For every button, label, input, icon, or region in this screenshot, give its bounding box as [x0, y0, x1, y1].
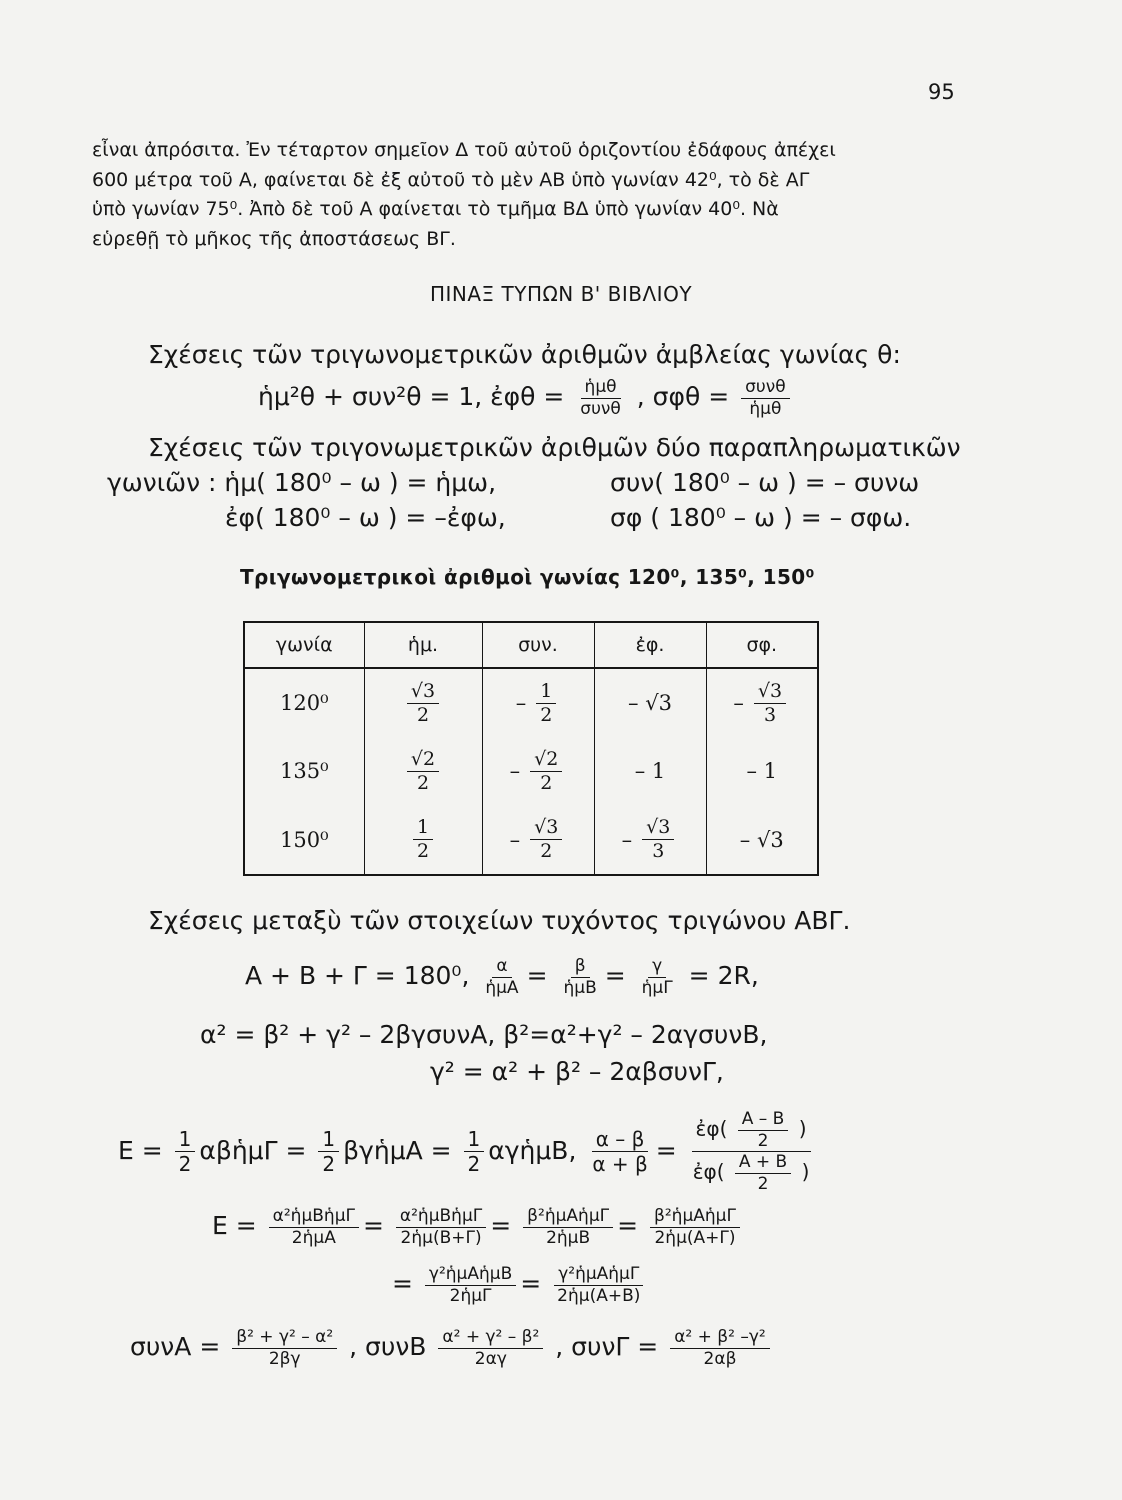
area-fraction — [650, 1207, 740, 1247]
ratio-den: ἡμΓ — [641, 977, 673, 998]
area-formula: Ε = $\frac{1}{2}$ αβἡμΓ = $\frac{1}{2}$ βγἡμΑ = $\frac{1}{2}$ αγἡμΒ, $\frac{\alpha - \beta}{\alpha + \beta}$ = ἐφ( $\frac{A - B}{2}$ ) ἐφ( $\frac{A + B}{2}$ ) — [118, 1110, 817, 1194]
half-den: 2 — [322, 1152, 336, 1177]
hd-num: Α – Β — [738, 1110, 789, 1131]
af-den: 2ἡμΒ — [546, 1227, 591, 1248]
sin-cell — [403, 673, 443, 733]
tan-half-sum: ἐφ( $\frac{A + B}{2}$ ) — [692, 1152, 810, 1195]
minus-sign: – — [509, 827, 521, 852]
sine-ratio — [481, 957, 522, 997]
intro-line: 600 μέτρα τοῦ Α, φαίνεται δὲ ἐξ αὐτοῦ τὸ μὲν ΑΒ ὑπὸ γωνίαν 42⁰, τὸ δὲ ΑΓ — [92, 168, 810, 191]
col-header: σφ. — [706, 622, 818, 668]
cos-label: συνΑ = — [130, 1332, 221, 1362]
tan-half-diff: ἐφ( $\frac{A - B}{2}$ ) — [692, 1110, 811, 1152]
sin-cell — [403, 741, 443, 801]
af-num: γ²ἡμΑἡμΓ — [554, 1265, 643, 1286]
ratio-num: β — [571, 957, 590, 978]
af-num: β²ἡμΑἡμΓ — [650, 1207, 740, 1228]
page-number: 95 — [928, 80, 955, 104]
af-den: 2ἡμΓ — [449, 1285, 492, 1306]
ratio-num: γ — [648, 957, 666, 978]
trig-table — [243, 621, 819, 876]
cot-cell: – 1 — [746, 759, 778, 784]
half-num: 1 — [175, 1128, 196, 1152]
two-r: = 2R, — [688, 961, 759, 991]
cot-lead: , σφθ = — [636, 382, 730, 412]
tan-num: ἡμθ — [581, 378, 621, 399]
supp-heading: Σχέσεις τῶν τριγονωμετρικῶν ἀριθμῶν δύο παραπληρωματικῶν — [148, 433, 961, 462]
cos-cell — [516, 673, 561, 733]
ef-label: ἐφ — [692, 1160, 717, 1185]
sin-den: 2 — [416, 703, 430, 726]
obtuse-formula — [258, 378, 794, 418]
cot-fraction — [741, 378, 790, 418]
sum-den: α + β — [592, 1152, 648, 1177]
cf-den: 2αγ — [474, 1348, 507, 1369]
half-sum — [735, 1153, 791, 1193]
intro-paragraph — [92, 136, 836, 254]
law-of-cosines-2: γ² = α² + β² – 2αβσυνΓ, — [430, 1057, 724, 1086]
area-fraction — [269, 1207, 359, 1247]
ratio-num: α — [492, 957, 511, 978]
table-title: Τριγωνομετρικοὶ ἀριθμοὶ γωνίας 120⁰, 135⁰, 150⁰ — [240, 565, 815, 589]
sin-num: √2 — [407, 749, 439, 772]
af-num: γ²ἡμΑἡμΒ — [425, 1265, 516, 1286]
cot-cell: – √3 — [739, 827, 784, 852]
af-num: α²ἡμΒἡμΓ — [396, 1207, 486, 1228]
hd-den: 2 — [757, 1130, 769, 1151]
E-label: Ε = — [118, 1135, 163, 1165]
section-title: ΠΙΝΑΞ ΤΥΠΩΝ Β' ΒΙΒΛΙΟΥ — [429, 282, 693, 306]
af-den: 2ἡμ(Α+Β) — [557, 1285, 641, 1306]
area-part: αβἡμΓ = — [199, 1135, 307, 1165]
af-den: 2ἡμΑ — [291, 1227, 336, 1248]
cos-fraction — [438, 1328, 543, 1368]
cot-num: συνθ — [741, 378, 790, 399]
sin-num: √3 — [407, 681, 439, 704]
intro-line: ὑπὸ γωνίαν 75⁰. Ἀπὸ δὲ τοῦ Α φαίνεται τὸ τμῆμα ΒΔ ὑπὸ γωνίαν 40⁰. Νὰ — [92, 198, 779, 220]
area-fraction — [396, 1207, 486, 1247]
cos-den: 2 — [540, 703, 553, 726]
minus-sign: – — [509, 759, 521, 784]
af-num: β²ἡμΑἡμΓ — [523, 1207, 613, 1228]
E-label: Ε = — [212, 1211, 257, 1241]
area-fraction — [425, 1265, 516, 1305]
angle-cell: 120⁰ — [279, 691, 329, 716]
cf-den: 2αβ — [703, 1348, 737, 1369]
cos-fraction — [232, 1328, 337, 1368]
angle-cell: 150⁰ — [279, 827, 329, 852]
cot-num: √3 — [754, 681, 786, 704]
cot-den: ἡμθ — [749, 398, 782, 419]
minus-sign: – — [621, 827, 633, 852]
cos-den: 2 — [540, 771, 553, 794]
cot-cell — [733, 673, 790, 733]
supp-row2a: ἐφ( 180⁰ – ω ) = –ἐφω, — [225, 503, 506, 532]
tan-cell: – √3 — [628, 691, 672, 716]
tan-den: 3 — [652, 840, 665, 863]
af-num: α²ἡμΒἡμΓ — [269, 1207, 359, 1228]
ef-label: ἐφ — [695, 1116, 720, 1141]
af-den: 2ἡμ(Α+Γ) — [654, 1227, 736, 1248]
angle-column — [245, 669, 364, 874]
cosine-rules — [130, 1328, 774, 1368]
cos-num: √2 — [530, 749, 562, 772]
col-header: ἐφ. — [594, 622, 706, 668]
sine-ratio — [559, 957, 600, 997]
col-header: συν. — [482, 622, 594, 668]
area-fraction — [523, 1207, 613, 1247]
obtuse-heading: Σχέσεις τῶν τριγωνομετρικῶν ἀριθμῶν ἀμβλείας γωνίας θ: — [148, 340, 901, 369]
cos-cell — [510, 810, 567, 870]
angle-cell: 135⁰ — [279, 759, 329, 784]
sine-ratio — [638, 957, 677, 997]
af-den: 2ἡμ(Β+Γ) — [400, 1227, 482, 1248]
supp-row1a: γωνιῶν : ἡμ( 180⁰ – ω ) = ἡμω, — [107, 468, 497, 497]
hs-den: 2 — [757, 1174, 769, 1195]
tan-num: √3 — [642, 817, 674, 840]
intro-line: εἶναι ἀπρόσιτα. Ἐν τέταρτον σημεῖον Δ τοῦ αὐτοῦ ὁριζοντίου ἐδάφους ἀπέχει — [92, 139, 836, 161]
sin-column — [365, 669, 482, 874]
tan-cell — [622, 810, 679, 870]
col-header: ἡμ. — [364, 622, 482, 668]
half-den: 2 — [178, 1152, 192, 1177]
triangle-heading: Σχέσεις μεταξὺ τῶν στοιχείων τυχόντος τριγώνου ΑΒΓ. — [148, 906, 851, 935]
tan-column — [595, 669, 706, 874]
obtuse-f1: ἡμ²θ + συν²θ = 1, ἐφθ = — [258, 382, 565, 412]
tangent-rule-rhs — [689, 1110, 814, 1194]
cos-fraction — [670, 1328, 770, 1368]
minus-sign: – — [515, 691, 527, 716]
cf-num: β² + γ² – α² — [232, 1328, 337, 1349]
tan-fraction — [576, 378, 625, 418]
cos-label: , συνΓ = — [555, 1332, 659, 1362]
tan-den: συνθ — [580, 398, 621, 419]
area-part: βγἡμΑ = — [343, 1135, 452, 1165]
supp-row1b: συν( 180⁰ – ω ) = – συνω — [610, 468, 920, 497]
half-diff — [738, 1110, 789, 1150]
cf-den: 2βγ — [268, 1348, 301, 1369]
tangent-rule-lhs — [588, 1128, 651, 1175]
area-sine-forms-2: = $\frac{\text{γ²ἡμΑἡμΒ}}{\text{2ἡμΓ}}$ = $\frac{\text{γ²ἡμΑἡμΓ}}{\text{2ἡμ(Α+Β)}}$ — [392, 1265, 648, 1305]
half-num: 1 — [318, 1128, 339, 1152]
intro-line: εὑρεθῇ τὸ μῆκος τῆς ἀποστάσεως ΒΓ. — [92, 227, 456, 250]
supp-row2b: σφ ( 180⁰ – ω ) = – σφω. — [610, 503, 912, 532]
law-of-cosines-1: α² = β² + γ² – 2βγσυνΑ, β²=α²+γ² – 2αγσυνΒ, — [200, 1020, 768, 1049]
half-fraction — [318, 1128, 339, 1175]
sin-cell — [409, 810, 437, 870]
half-fraction — [175, 1128, 196, 1175]
cot-den: 3 — [763, 703, 777, 726]
cos-num: 1 — [536, 681, 556, 704]
cf-num: α² + β² –γ² — [670, 1328, 770, 1349]
cos-column — [483, 669, 594, 874]
area-part: αγἡμΒ, — [488, 1135, 577, 1165]
minus-sign: – — [733, 691, 744, 716]
tan-cell: – 1 — [634, 759, 666, 784]
half-fraction — [464, 1128, 485, 1175]
hs-num: Α + Β — [735, 1153, 791, 1174]
cos-den: 2 — [540, 840, 553, 863]
cos-cell — [510, 741, 567, 801]
cf-num: α² + γ² – β² — [438, 1328, 543, 1349]
sin-den: 2 — [416, 771, 430, 794]
cos-num: √3 — [530, 817, 562, 840]
ratio-den: ἡμΒ — [563, 977, 597, 998]
half-den: 2 — [467, 1152, 481, 1177]
cot-column — [707, 669, 818, 874]
half-num: 1 — [464, 1128, 485, 1152]
sin-den: 2 — [416, 840, 430, 863]
area-sine-forms-1: Ε = $\frac{\text{α²ἡμΒἡμΓ}}{\text{2ἡμΑ}}$ = $\frac{\text{α²ἡμΒἡμΓ}}{\text{2ἡμ(Β+Γ)}}$ = $\frac{\text{β²ἡμΑἡμΓ}}{\text{2ἡμΒ}}$ = $\frac{\text{β²ἡμΑἡμΓ}}{\text{2ἡμ(Α+Γ)}}$ — [212, 1207, 744, 1247]
ratio-den: ἡμΑ — [485, 977, 519, 998]
sin-num: 1 — [413, 817, 433, 840]
diff-num: α – β — [592, 1128, 649, 1152]
area-fraction — [553, 1265, 644, 1305]
cos-label: , συνΒ — [349, 1332, 427, 1362]
law-of-sines: Α + Β + Γ = 180⁰, $\frac{\alpha}{\text{ἡμΑ}}$ = $\frac{\beta}{\text{ἡμΒ}}$ = $\frac{\gamma}{\text{ἡμΓ}}$ = 2R, — [245, 956, 759, 998]
col-header: γωνία — [244, 622, 364, 668]
angle-sum: Α + Β + Γ = 180⁰, — [245, 961, 470, 991]
